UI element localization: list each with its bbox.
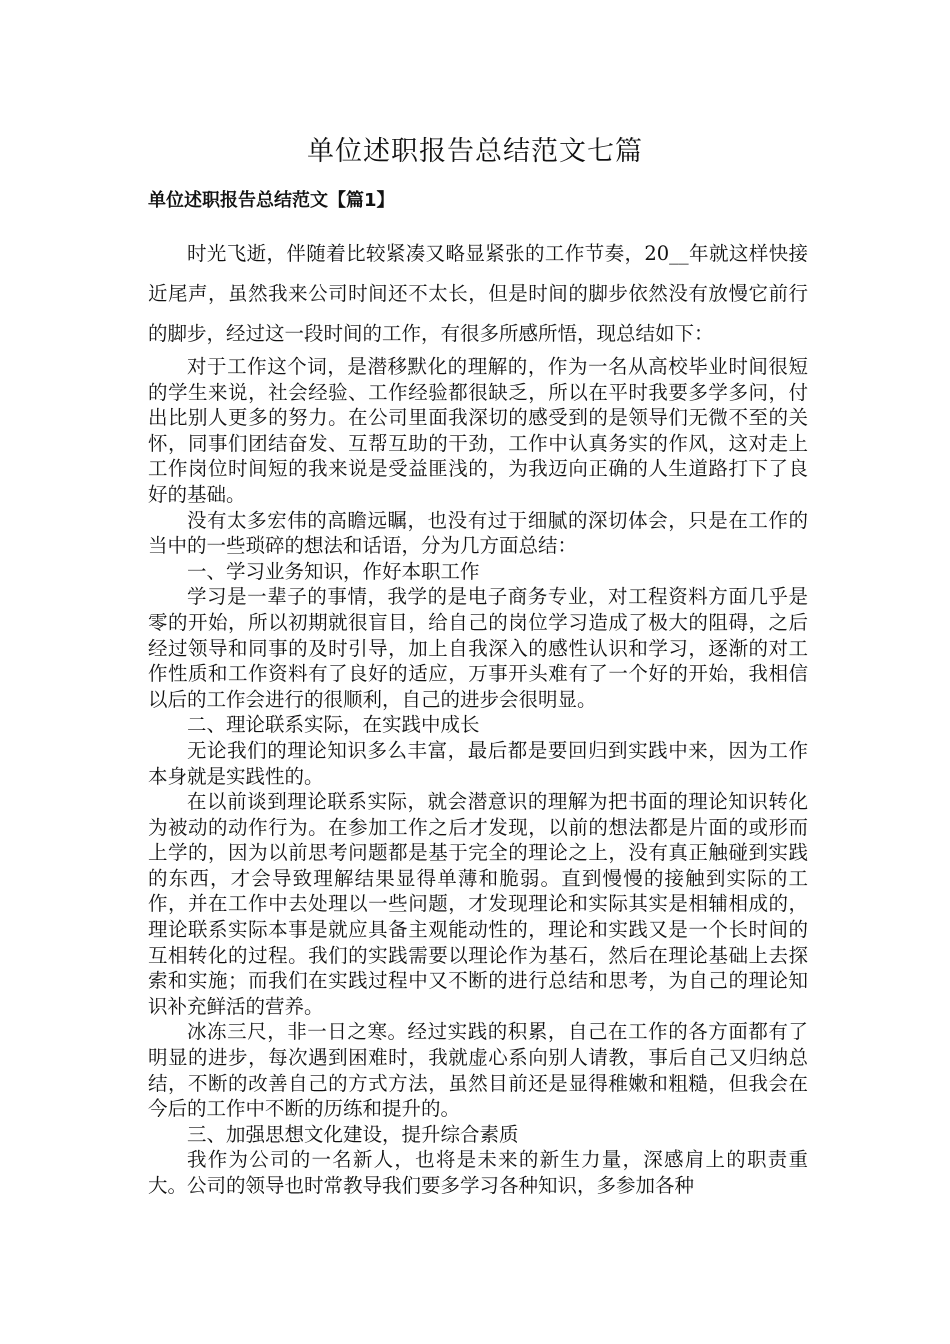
paragraph: 学习是一辈子的事情，我学的是电子商务专业，对工程资料方面几乎是零的开始，所以初期就很盲目，给自己的岗位学习造成了极大的阻碍，之后经过领导和同事的及时引导，加上自我深入的感性认识和学习，逐渐的对工作性质和工作资料有了良好的适应，万事开头难有了一个好的开始，我相信以后的工作会进行的很顺利，自己的进步会很明显。	[148, 585, 808, 711]
paragraph: 对于工作这个词，是潜移默化的理解的，作为一名从高校毕业时间很短的学生来说，社会经验、工作经验都很缺乏，所以在平时我要多学多问，付出比别人更多的努力。在公司里面我深切的感受到的是领导们无微不至的关怀，同事们团结奋发、互帮互助的干劲，工作中认真务实的作风，这对走上工作岗位时间短的我来说是受益匪浅的，为我迈向正确的人生道路打下了良好的基础。	[148, 355, 808, 506]
subheading-1: 一、学习业务知识，作好本职工作	[187, 559, 480, 583]
paragraph: 冰冻三尺，非一日之寒。经过实践的积累，自己在工作的各方面都有了明显的进步，每次遇到困难时，我就虚心系向别人请教，事后自己又归纳总结，不断的改善自己的方式方法，虽然目前还是显得稚嫩和粗糙，但我会在今后的工作中不断的历练和提升的。	[148, 1020, 808, 1121]
subheading-2: 二、理论联系实际，在实践中成长	[187, 713, 480, 737]
section-heading: 单位述职报告总结范文【篇1】	[148, 190, 395, 211]
paragraph-intro: 时光飞逝，伴随着比较紧凑又略显紧张的工作节奏，20__年就这样快接近尾声，虽然我来公司时间还不太长，但是时间的脚步依然没有放慢它前行的脚步，经过这一段时间的工作，有很多所感所悟，现总结如下：	[148, 242, 808, 345]
paragraph: 我作为公司的一名新人，也将是未来的新生力量，深感肩上的职责重大。公司的领导也时常教导我们要多学习各种知识，多参加各种	[148, 1148, 808, 1197]
subheading-3: 三、加强思想文化建设，提升综合素质	[187, 1122, 519, 1146]
document-title: 单位述职报告总结范文七篇	[307, 136, 643, 167]
paragraph: 在以前谈到理论联系实际，就会潜意识的理解为把书面的理论知识转化为被动的动作行为。在参加工作之后才发现，以前的想法都是片面的或形而上学的，因为以前思考问题都是基于完全的理论之上，没有真正触碰到实践的东西，才会导致理解结果显得单薄和脆弱。直到慢慢的接触到实际的工作，并在工作中去处理以一些问题，才发现理论和实际其实是相辅相成的，理论联系实际本事是就应具备主观能动性的，理论和实践又是一个长时间的互相转化的过程。我们的实践需要以理论作为基石，然后在理论基础上去探索和实施；而我们在实践过程中又不断的进行总结和思考，为自己的理论知识补充鲜活的营养。	[148, 790, 808, 1018]
paragraph: 没有太多宏伟的高瞻远瞩，也没有过于细腻的深切体会，只是在工作的当中的一些琐碎的想法和话语，分为几方面总结：	[148, 508, 808, 558]
document-body	[148, 234, 808, 1199]
paragraph: 无论我们的理论知识多么丰富，最后都是要回归到实践中来，因为工作本身就是实践性的。	[148, 738, 808, 788]
